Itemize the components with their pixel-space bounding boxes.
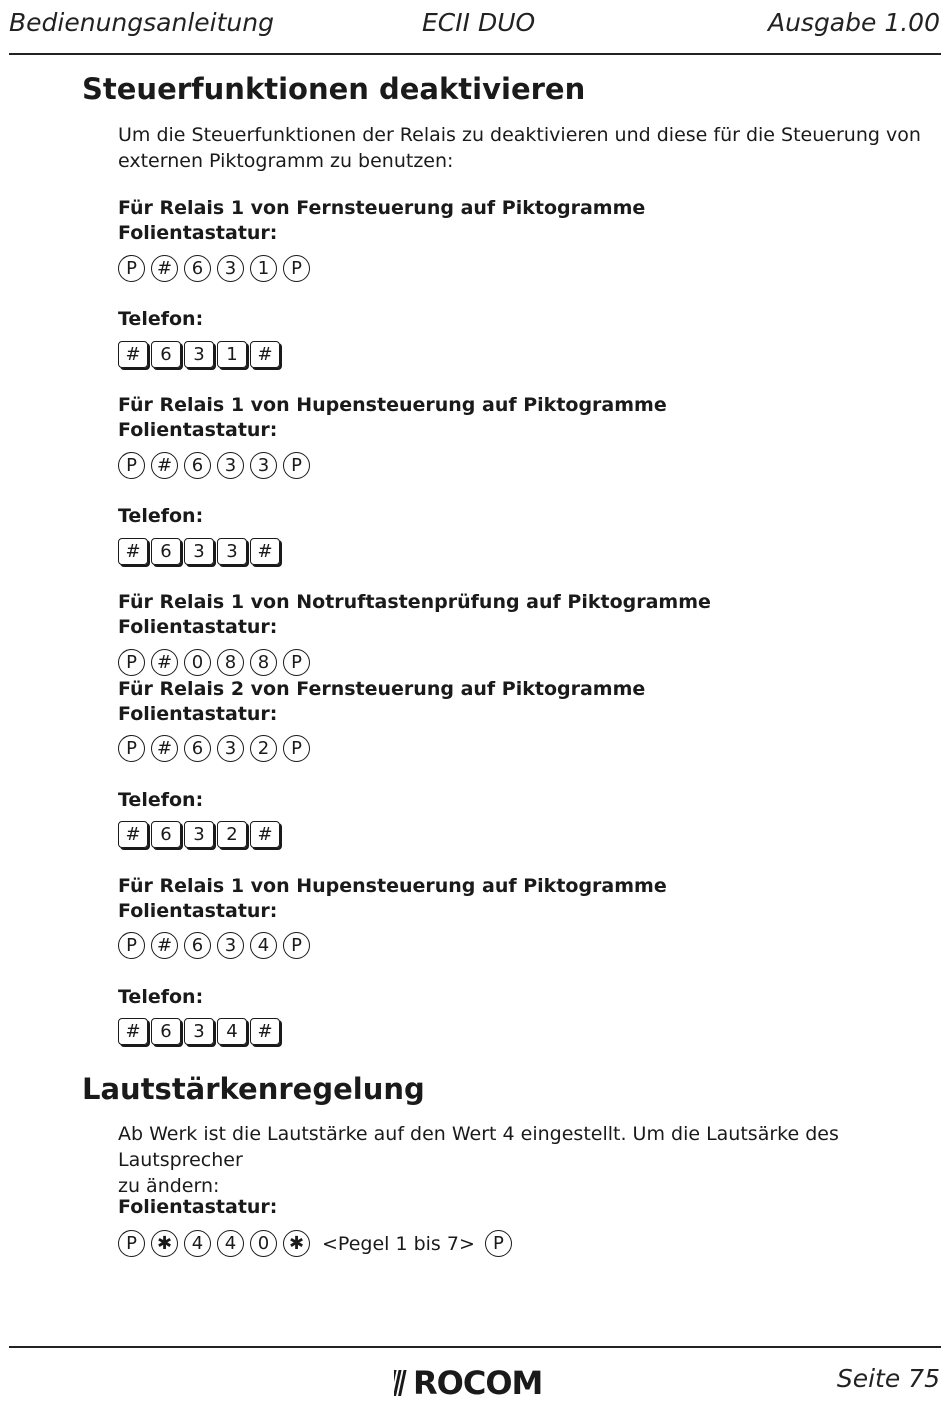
keypad-key-p: P — [485, 1230, 512, 1257]
keypad-key-digit: 6 — [184, 932, 211, 959]
intro-line-2: zu ändern: — [118, 1175, 220, 1197]
keypad-key-digit: 3 — [217, 932, 244, 959]
keypad-key-p: P — [283, 452, 310, 479]
phone-label: Telefon: — [118, 789, 204, 811]
keypad-key-digit: 6 — [184, 452, 211, 479]
keypad-key-p: P — [118, 255, 145, 282]
keypad-sequence — [118, 452, 316, 479]
phone-key-digit: 6 — [151, 538, 181, 565]
keypad-key-star: ✱ — [151, 1230, 178, 1257]
keypad-key-digit: 1 — [250, 255, 277, 282]
section-title-deactivate: Steuerfunktionen deaktivieren — [82, 72, 586, 106]
phone-key-digit: 3 — [217, 538, 247, 565]
keypad-sequence — [118, 932, 316, 959]
page-number: Seite 75 — [836, 1364, 940, 1393]
keypad-key-digit: 2 — [250, 735, 277, 762]
keypad-key-digit: 3 — [217, 452, 244, 479]
phone-key-hash: # — [250, 821, 280, 848]
keypad-label: Folientastatur: — [118, 703, 278, 725]
keypad-key-p: P — [118, 1230, 145, 1257]
rocom-logo-text: ROCOM — [413, 1364, 543, 1402]
phone-sequence — [118, 538, 283, 565]
keypad-key-star: ✱ — [283, 1230, 310, 1257]
block-heading: Für Relais 1 von Hupensteuerung auf Piktogramme — [118, 394, 667, 416]
phone-sequence — [118, 821, 283, 848]
keypad-key-digit: 6 — [184, 735, 211, 762]
keypad-key-p: P — [283, 255, 310, 282]
header-divider — [9, 53, 941, 55]
phone-key-hash: # — [118, 821, 148, 848]
phone-key-digit: 3 — [184, 1018, 214, 1045]
phone-key-hash: # — [118, 341, 148, 368]
footer-divider — [9, 1346, 941, 1348]
keypad-key-digit: 3 — [217, 735, 244, 762]
block-heading: Für Relais 1 von Fernsteuerung auf Piktogramme — [118, 197, 646, 219]
keypad-key-digit: 8 — [217, 649, 244, 676]
phone-key-digit: 6 — [151, 1018, 181, 1045]
phone-key-digit: 6 — [151, 821, 181, 848]
keypad-key-digit: 6 — [184, 255, 211, 282]
phone-key-digit: 3 — [184, 341, 214, 368]
keypad-key-hash: # — [151, 255, 178, 282]
phone-key-digit: 6 — [151, 341, 181, 368]
block-heading: Für Relais 1 von Hupensteuerung auf Piktogramme — [118, 875, 667, 897]
keypad-key-p: P — [118, 735, 145, 762]
intro-line-1: Um die Steuerfunktionen der Relais zu deaktivieren und diese für die Steuerung von — [118, 124, 921, 146]
keypad-label: Folientastatur: — [118, 222, 278, 244]
keypad-key-p: P — [118, 649, 145, 676]
keypad-label: Folientastatur: — [118, 616, 278, 638]
rocom-logo-mark-icon — [394, 1368, 410, 1398]
block-heading: Für Relais 2 von Fernsteuerung auf Piktogramme — [118, 678, 646, 700]
phone-key-hash: # — [118, 1018, 148, 1045]
phone-label: Telefon: — [118, 505, 204, 527]
keypad-label: Folientastatur: — [118, 1196, 278, 1218]
keypad-key-digit: 3 — [217, 255, 244, 282]
phone-key-digit: 2 — [217, 821, 247, 848]
keypad-label: Folientastatur: — [118, 900, 278, 922]
keypad-key-digit: 3 — [250, 452, 277, 479]
keypad-key-p: P — [283, 649, 310, 676]
level-range-text: <Pegel 1 bis 7> — [322, 1232, 475, 1255]
section-intro-volume — [118, 1121, 943, 1199]
keypad-key-hash: # — [151, 932, 178, 959]
intro-line-2: externen Piktogramm zu benutzen: — [118, 150, 454, 172]
section-title-volume: Lautstärkenregelung — [82, 1072, 425, 1106]
keypad-key-hash: # — [151, 452, 178, 479]
keypad-key-digit: 0 — [184, 649, 211, 676]
phone-key-digit: 3 — [184, 821, 214, 848]
keypad-sequence — [118, 649, 316, 676]
header-manual-title: Bedienungsanleitung — [9, 8, 274, 37]
keypad-key-digit: 0 — [250, 1230, 277, 1257]
phone-label: Telefon: — [118, 308, 204, 330]
keypad-key-hash: # — [151, 735, 178, 762]
keypad-key-digit: 4 — [250, 932, 277, 959]
keypad-key-p: P — [118, 932, 145, 959]
keypad-key-digit: 4 — [184, 1230, 211, 1257]
keypad-key-digit: 4 — [217, 1230, 244, 1257]
rocom-logo — [394, 1364, 542, 1402]
phone-label: Telefon: — [118, 986, 204, 1008]
phone-key-hash: # — [250, 538, 280, 565]
keypad-sequence — [118, 255, 316, 282]
phone-key-digit: 1 — [217, 341, 247, 368]
keypad-key-p: P — [283, 932, 310, 959]
keypad-key-p: P — [283, 735, 310, 762]
phone-key-hash: # — [250, 341, 280, 368]
keypad-label: Folientastatur: — [118, 419, 278, 441]
keypad-key-digit: 8 — [250, 649, 277, 676]
block-heading: Für Relais 1 von Notruftastenprüfung auf Piktogramme — [118, 591, 711, 613]
intro-line-1: Ab Werk ist die Lautstärke auf den Wert 4 eingestellt. Um die Lautsärke des Lautsprecher — [118, 1123, 839, 1171]
header-edition: Ausgabe 1.00 — [767, 8, 940, 37]
section-intro-deactivate — [118, 122, 943, 174]
phone-sequence — [118, 1018, 283, 1045]
keypad-key-p: P — [118, 452, 145, 479]
keypad-key-hash: # — [151, 649, 178, 676]
volume-keypad-sequence — [118, 1230, 518, 1257]
header-product-name: ECII DUO — [422, 8, 536, 37]
phone-key-hash: # — [118, 538, 148, 565]
keypad-sequence — [118, 735, 316, 762]
phone-key-hash: # — [250, 1018, 280, 1045]
phone-sequence — [118, 341, 283, 368]
phone-key-digit: 3 — [184, 538, 214, 565]
phone-key-digit: 4 — [217, 1018, 247, 1045]
